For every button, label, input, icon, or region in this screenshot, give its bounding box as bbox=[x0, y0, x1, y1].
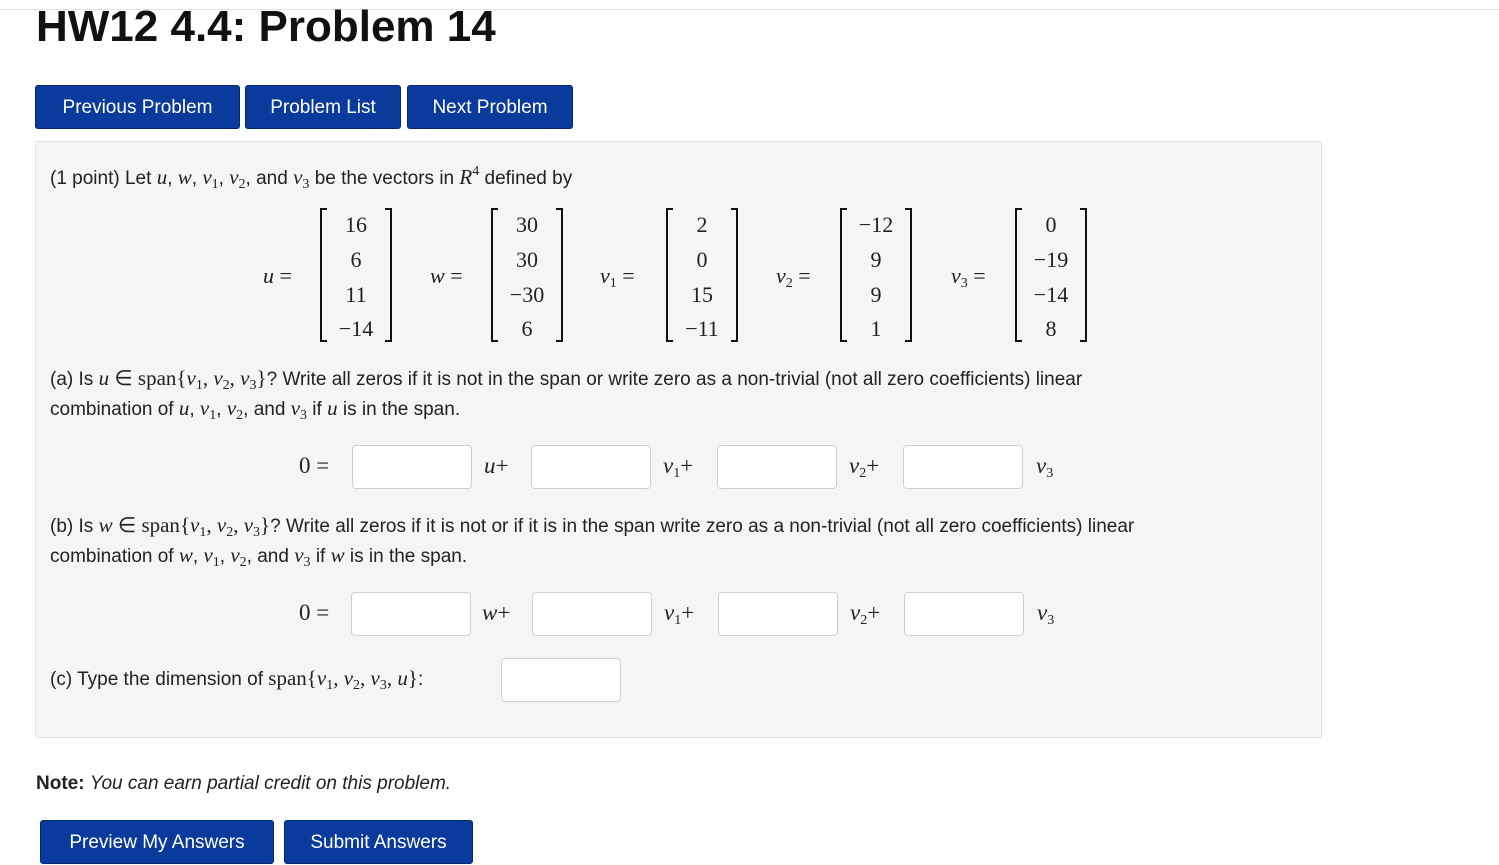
vector-u-label: u = bbox=[263, 263, 292, 288]
matrix-cell: 0 bbox=[1045, 212, 1057, 237]
matrix-cell: 6 bbox=[350, 247, 362, 272]
vector-w-matrix bbox=[491, 208, 563, 342]
part-a-coef-u-input[interactable] bbox=[352, 445, 472, 489]
matrix-cell: −12 bbox=[858, 212, 894, 237]
vector-v1-label: $v_1$ = bbox=[600, 263, 635, 291]
matrix-cell: 15 bbox=[691, 282, 713, 307]
preview-answers-button[interactable]: Preview My Answers bbox=[40, 820, 274, 864]
matrix-cell: 9 bbox=[870, 247, 882, 272]
part-a-coef-v3-input[interactable] bbox=[903, 445, 1023, 489]
part-b-coef-v1-input[interactable] bbox=[532, 592, 652, 636]
matrix-cell: −14 bbox=[338, 316, 374, 341]
matrix-cell: 8 bbox=[1045, 316, 1057, 341]
part-a-term-u: u+ bbox=[484, 453, 509, 478]
problem-intro: (1 point) Let u, w, $v_1$, $v_2$, and $v_3$ be the vectors in $R^4$ defined by bbox=[50, 164, 573, 192]
matrix-cell: −30 bbox=[509, 282, 545, 307]
part-b-coef-v3-input[interactable] bbox=[904, 592, 1024, 636]
vector-v3-matrix bbox=[1015, 208, 1087, 342]
problem-list-button[interactable]: Problem List bbox=[245, 85, 401, 129]
part-b-term-v3: $v_3$ bbox=[1037, 600, 1055, 628]
part-a-term-v2: $v_2+$ bbox=[849, 453, 880, 481]
next-problem-button[interactable]: Next Problem bbox=[407, 85, 573, 129]
part-b-question-line2: combination of w, $v_1$, $v_2$, and $v_3$ if w is in the span. bbox=[50, 543, 468, 570]
vector-w-label: w = bbox=[430, 263, 463, 288]
part-b-term-v1: $v_1+$ bbox=[664, 600, 695, 628]
part-a-question-line2: combination of u, $v_1$, $v_2$, and $v_3$ if u is in the span. bbox=[50, 396, 461, 423]
matrix-cell: 0 bbox=[696, 247, 708, 272]
matrix-cell: 9 bbox=[870, 282, 882, 307]
matrix-cell: 11 bbox=[345, 282, 367, 307]
part-c-dimension-input[interactable] bbox=[501, 658, 621, 702]
matrix-cell: 16 bbox=[345, 212, 367, 237]
part-b-coef-w-input[interactable] bbox=[351, 592, 471, 636]
vector-v3-label: $v_3$ = bbox=[951, 263, 986, 291]
matrix-cell: 2 bbox=[696, 212, 708, 237]
vector-v2-matrix bbox=[840, 208, 912, 342]
vector-v1-matrix bbox=[666, 208, 738, 342]
part-b-coef-v2-input[interactable] bbox=[718, 592, 838, 636]
matrix-cell: −11 bbox=[685, 316, 719, 341]
matrix-cell: −19 bbox=[1033, 247, 1069, 272]
part-b-question: (b) Is w ∈ $span\{v_1$, $v_2$, $v_3$}? Write all zeros if it is not or if it is in the span write zero as a non-trivial (not all zero coefficients) linear bbox=[50, 513, 1135, 540]
matrix-cell: 30 bbox=[516, 212, 538, 237]
part-a-question: (a) Is u ∈ $span\{v_1$, $v_2$, $v_3$}? Write all zeros if it is not in the span or write zero as a non-trivial (not all zero coefficients) linear bbox=[50, 366, 1083, 393]
part-b-equation-lhs: 0 = bbox=[299, 600, 330, 625]
matrix-cell: 6 bbox=[521, 316, 533, 341]
submit-answers-button[interactable]: Submit Answers bbox=[284, 820, 473, 864]
part-a-term-v3: $v_3$ bbox=[1036, 453, 1054, 481]
matrix-cell: 1 bbox=[870, 316, 882, 341]
partial-credit-note: Note: You can earn partial credit on this problem. bbox=[36, 773, 452, 794]
part-a-coef-v1-input[interactable] bbox=[531, 445, 651, 489]
matrix-cell: 30 bbox=[516, 247, 538, 272]
part-a-equation-lhs: 0 = bbox=[299, 453, 330, 478]
matrix-cell: −14 bbox=[1033, 282, 1069, 307]
part-b-term-w: w+ bbox=[482, 600, 511, 625]
part-a-coef-v2-input[interactable] bbox=[717, 445, 837, 489]
vector-u-matrix bbox=[320, 208, 392, 342]
page-title: HW12 4.4: Problem 14 bbox=[36, 2, 496, 51]
part-c-question: (c) Type the dimension of $span\{v_1$, $v_2$, $v_3$, u}: bbox=[50, 666, 424, 693]
part-a-term-v1: $v_1+$ bbox=[663, 453, 694, 481]
vector-v2-label: $v_2$ = bbox=[776, 263, 811, 291]
part-b-term-v2: $v_2+$ bbox=[850, 600, 881, 628]
previous-problem-button[interactable]: Previous Problem bbox=[35, 85, 240, 129]
